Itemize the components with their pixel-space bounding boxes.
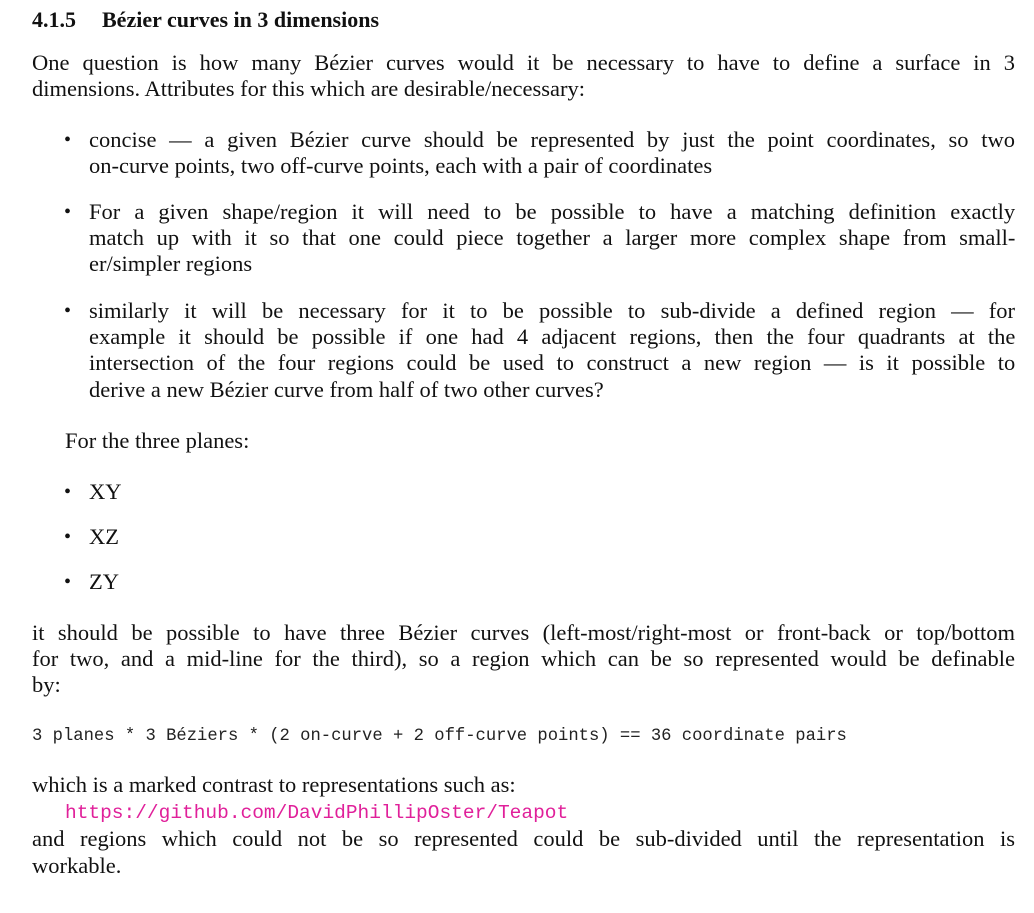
bullet-icon: • [64,571,72,593]
section-title: Bézier curves in 3 dimensions [102,7,380,32]
attribute-item-concise: on-curve points, two off-curve points, each with a pair of coordinates [89,153,713,178]
conclusion-line: it should be possible to have three Bézier curves (left-most/right-most or front-back or top/bottom [32,620,1015,645]
plane-item-xz: XZ [89,524,119,549]
intro-line: One question is how many Bézier curves would it be necessary to have to define a surface in 3 [32,50,1015,75]
attribute-item-subdivide: derive a new Bézier curve from half of two other curves? [89,377,604,402]
section-number: 4.1.5 [32,7,76,32]
formula-code: 3 planes * 3 Béziers * (2 on-curve + 2 off-curve points) == 36 coordinate pairs [32,727,847,746]
conclusion-line: by: [32,672,61,697]
teapot-link[interactable]: https://github.com/DavidPhillipOster/Teapot [65,802,569,824]
plane-item-xy: XY [89,479,122,504]
bullet-icon: • [64,201,72,223]
attribute-item-subdivide: intersection of the four regions could be used to construct a new region — is it possible to [89,350,1016,375]
section-heading [32,7,379,33]
planes-intro: For the three planes: [65,428,250,453]
bullet-icon: • [64,481,72,503]
attribute-item-matching: er/simpler regions [89,251,253,276]
bullet-icon: • [64,129,72,151]
intro-line: dimensions. Attributes for this which are desirable/necessary: [32,76,585,101]
attribute-item-concise: concise — a given Bézier curve should be represented by just the point coordinates, so two [89,127,1015,152]
attribute-item-subdivide: similarly it will be necessary for it to be possible to sub-divide a defined region — for [89,298,1015,323]
attribute-item-matching: match up with it so that one could piece together a larger more complex shape from small- [89,225,1016,250]
plane-item-zy: ZY [89,569,119,594]
closing-line: workable. [32,853,122,878]
contrast-text: which is a marked contrast to representations such as: [32,772,516,797]
conclusion-line: for two, and a mid-line for the third), so a region which can be so represented would be definable [32,646,1015,671]
attribute-item-subdivide: example it should be possible if one had 4 adjacent regions, then the four quadrants at the [89,324,1016,349]
bullet-icon: • [64,526,72,548]
attribute-item-matching: For a given shape/region it will need to be possible to have a matching definition exactly [89,199,1016,224]
bullet-icon: • [64,300,72,322]
closing-line: and regions which could not be so represented could be sub-divided until the representation is [32,826,1015,851]
